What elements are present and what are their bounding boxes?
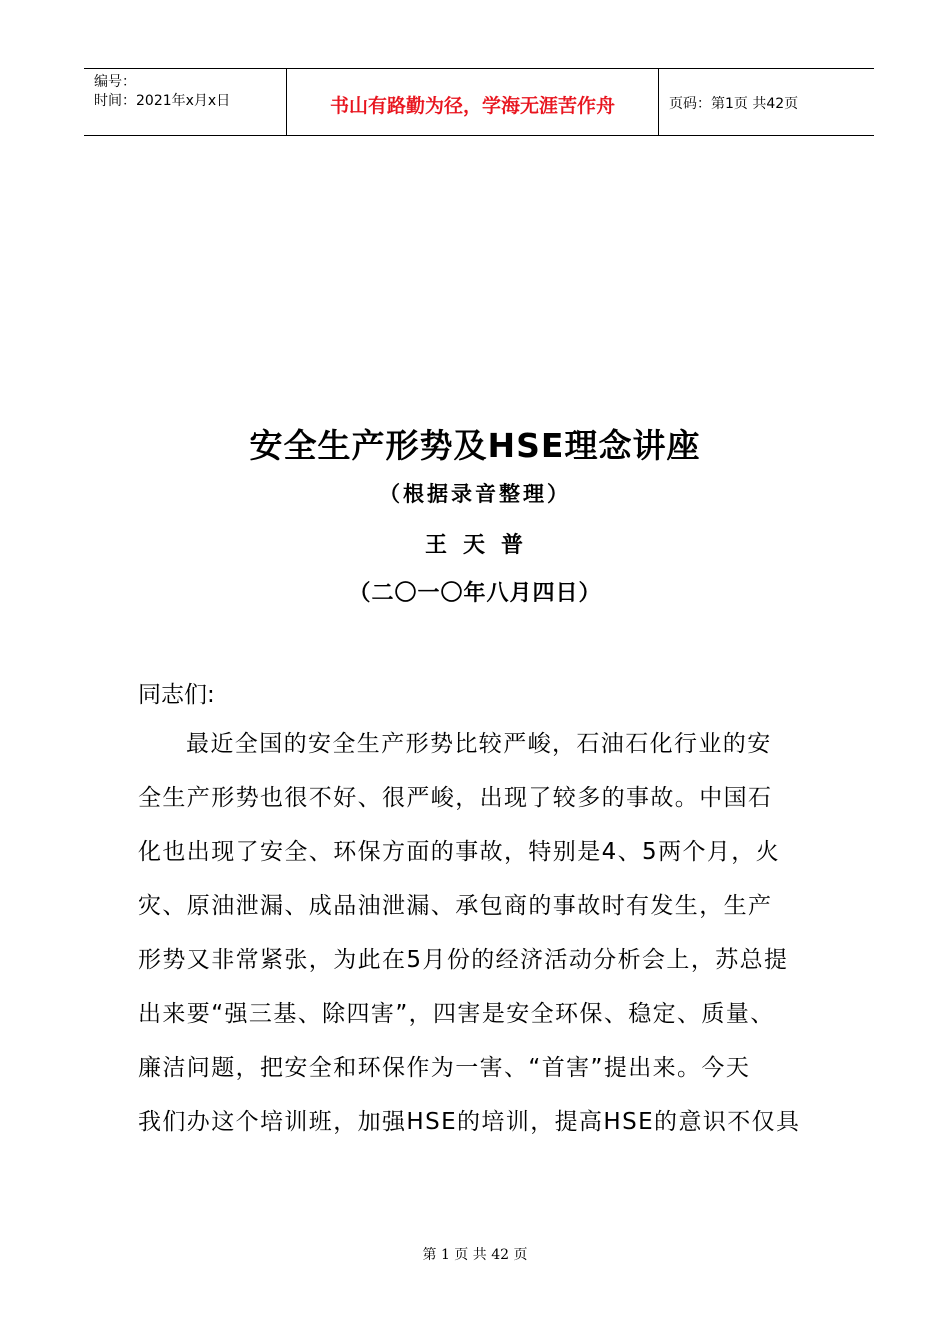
page-info-cell xyxy=(659,69,874,135)
header-meta-cell xyxy=(84,69,286,135)
page-footer: 第 1 页 共 42 页 xyxy=(422,1247,528,1263)
document-subtitle: （根据录音整理） xyxy=(379,482,571,506)
page-label: 页码：第1页 共42页 xyxy=(669,96,799,112)
document-title: 安全生产形势及HSE理念讲座 xyxy=(249,426,701,465)
document-author: 王天普 xyxy=(424,533,539,558)
paragraph-line: 形势又非常紧张，为此在5月份的经济活动分析会上，苏总提 xyxy=(138,947,789,973)
motto-cell xyxy=(286,69,659,135)
greeting: 同志们: xyxy=(138,682,215,708)
paragraph-line: 我们办这个培训班，加强HSE的培训，提高HSE的意识不仅具 xyxy=(138,1109,801,1135)
header-table xyxy=(84,68,874,136)
motto-text: 书山有路勤为径，学海无涯苦作舟 xyxy=(329,95,615,117)
paragraph-line: 最近全国的安全生产形势比较严峻，石油石化行业的安 xyxy=(186,731,772,757)
time-label: 时间：2021年x月x日 xyxy=(94,93,231,109)
paragraph-line: 灾、原油泄漏、成品油泄漏、承包商的事故时有发生，生产 xyxy=(138,893,773,919)
number-label: 编号： xyxy=(94,74,136,90)
body-paragraph xyxy=(138,722,838,1154)
paragraph-line: 出来要“强三基、除四害”，四害是安全环保、稳定、质量、 xyxy=(138,1001,775,1027)
paragraph-line: 化也出现了安全、环保方面的事故，特别是4、5两个月，火 xyxy=(138,839,781,865)
paragraph-line: 廉洁问题，把安全和环保作为一害、“首害”提出来。今天 xyxy=(138,1055,751,1081)
paragraph-line: 全生产形势也很不好、很严峻，出现了较多的事故。中国石 xyxy=(138,785,773,811)
document-date: （二〇一〇年八月四日） xyxy=(348,581,602,606)
